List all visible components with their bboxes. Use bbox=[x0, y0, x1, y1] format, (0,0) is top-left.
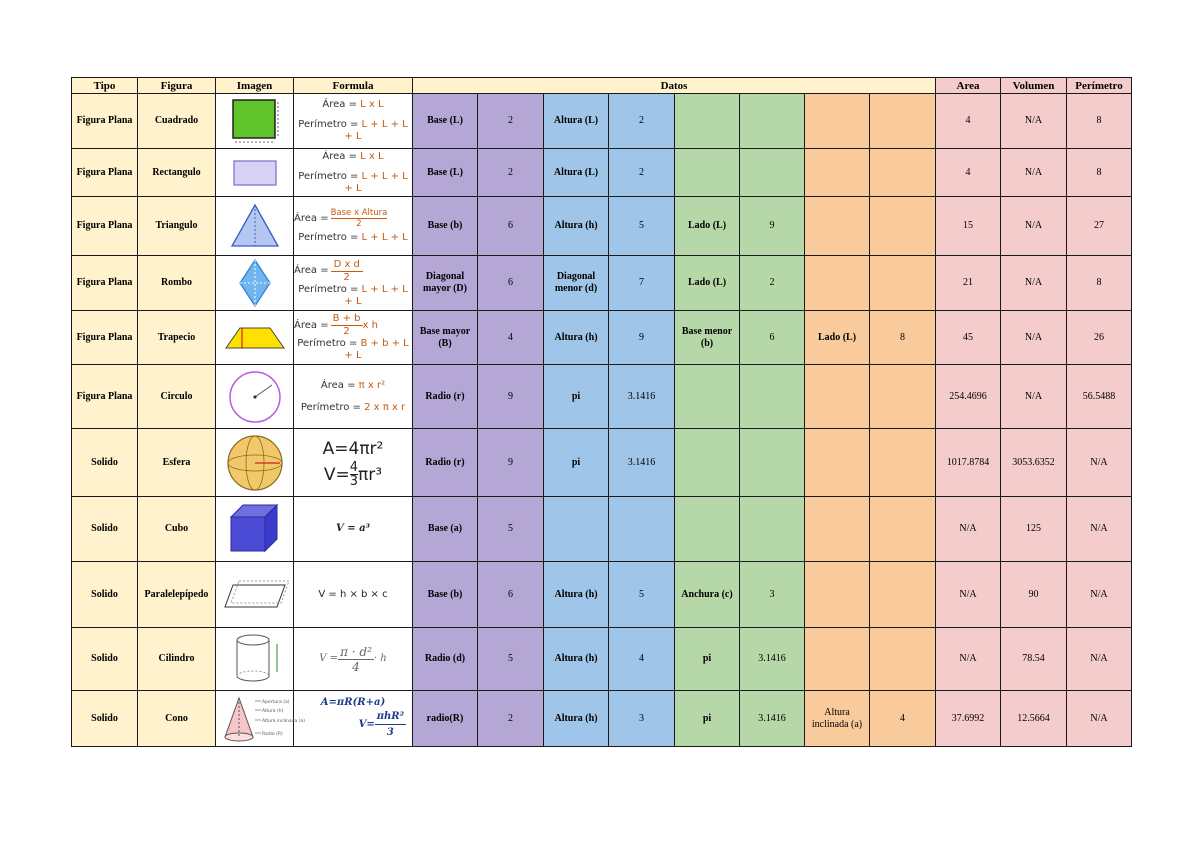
data-value: 9 bbox=[609, 311, 675, 365]
data-label: pi bbox=[544, 429, 609, 497]
parallelepiped-image bbox=[216, 562, 294, 628]
data-value: 2 bbox=[478, 691, 544, 747]
data-value: 9 bbox=[478, 365, 544, 429]
data-value: 9 bbox=[740, 197, 805, 256]
table-row bbox=[72, 628, 1197, 691]
data-label: Lado (L) bbox=[675, 197, 740, 256]
data-value: 5 bbox=[478, 497, 544, 562]
data-label bbox=[675, 94, 740, 149]
data-value: 2 bbox=[478, 149, 544, 197]
cell-area: 45 bbox=[936, 311, 1001, 365]
cell-area: 1017.8784 bbox=[936, 429, 1001, 497]
header-datos: Datos bbox=[413, 78, 936, 94]
cell-area: 4 bbox=[936, 149, 1001, 197]
cell-volumen: N/A bbox=[1001, 94, 1067, 149]
data-label: Altura (L) bbox=[544, 94, 609, 149]
cell-tipo: Solido bbox=[72, 562, 138, 628]
data-value: 8 bbox=[870, 311, 936, 365]
data-label bbox=[805, 497, 870, 562]
cell-perimetro: N/A bbox=[1067, 691, 1132, 747]
data-value bbox=[870, 197, 936, 256]
data-value: 5 bbox=[609, 197, 675, 256]
cell-tipo: Figura Plana bbox=[72, 149, 138, 197]
square-image bbox=[216, 94, 294, 149]
cell-volumen: 125 bbox=[1001, 497, 1067, 562]
cube-image bbox=[216, 497, 294, 562]
cell-figura: Cono bbox=[138, 691, 216, 747]
data-value: 6 bbox=[478, 197, 544, 256]
header-volumen: Volumen bbox=[1001, 78, 1067, 94]
cylinder-image bbox=[216, 628, 294, 691]
cell-perimetro: 8 bbox=[1067, 94, 1132, 149]
header-tipo: Tipo bbox=[72, 78, 138, 94]
header-formula: Formula bbox=[294, 78, 413, 94]
data-value bbox=[870, 256, 936, 311]
header-perimetro: Perímetro bbox=[1067, 78, 1132, 94]
data-value: 2 bbox=[609, 94, 675, 149]
table-row bbox=[72, 429, 1197, 497]
data-value: 4 bbox=[609, 628, 675, 691]
table-row bbox=[72, 497, 1197, 562]
cell-figura: Cuadrado bbox=[138, 94, 216, 149]
data-label: pi bbox=[675, 628, 740, 691]
data-label: Altura (L) bbox=[544, 149, 609, 197]
data-label: pi bbox=[544, 365, 609, 429]
formula-rectangulo: Área = L x L Perímetro = L + L + L + L bbox=[294, 149, 413, 197]
table-row bbox=[72, 149, 1197, 197]
data-label bbox=[805, 628, 870, 691]
data-value: 4 bbox=[870, 691, 936, 747]
cell-perimetro: 56.5488 bbox=[1067, 365, 1132, 429]
data-value bbox=[870, 628, 936, 691]
cell-tipo: Figura Plana bbox=[72, 365, 138, 429]
data-value: 2 bbox=[740, 256, 805, 311]
cell-volumen: 3053.6352 bbox=[1001, 429, 1067, 497]
table-row bbox=[72, 94, 1197, 149]
data-value: 3.1416 bbox=[609, 429, 675, 497]
formula-esfera: A=4πr² V= $\frac{4}{3}$ πr³ bbox=[294, 429, 413, 497]
data-label bbox=[675, 149, 740, 197]
data-label: Lado (L) bbox=[675, 256, 740, 311]
cell-figura: Cubo bbox=[138, 497, 216, 562]
data-value bbox=[870, 429, 936, 497]
header-row bbox=[72, 78, 1197, 94]
cell-tipo: Figura Plana bbox=[72, 256, 138, 311]
cell-volumen: 12.5664 bbox=[1001, 691, 1067, 747]
sphere-image bbox=[216, 429, 294, 497]
data-label bbox=[544, 497, 609, 562]
data-label: Altura (h) bbox=[544, 197, 609, 256]
data-label bbox=[805, 256, 870, 311]
data-label bbox=[805, 562, 870, 628]
data-value bbox=[870, 149, 936, 197]
data-label: Diagonal menor (d) bbox=[544, 256, 609, 311]
data-label: Altura (h) bbox=[544, 691, 609, 747]
data-label: Altura (h) bbox=[544, 311, 609, 365]
table-row bbox=[72, 562, 1197, 628]
table-row bbox=[72, 365, 1197, 429]
formula-triangulo: Área = Base x Altura 2 Perímetro = L + L + L bbox=[294, 197, 413, 256]
data-label bbox=[805, 429, 870, 497]
data-value: 5 bbox=[609, 562, 675, 628]
formula-paralelepipedo: V = h × b × c bbox=[294, 562, 413, 628]
data-label: Base (a) bbox=[413, 497, 478, 562]
cell-tipo: Solido bbox=[72, 497, 138, 562]
cone-apertura-label: Apertura (a) bbox=[261, 699, 289, 705]
data-label: Base (L) bbox=[413, 94, 478, 149]
cell-area: 21 bbox=[936, 256, 1001, 311]
rectangle-image bbox=[216, 149, 294, 197]
cell-perimetro: N/A bbox=[1067, 562, 1132, 628]
cell-perimetro: 8 bbox=[1067, 256, 1132, 311]
cell-volumen: N/A bbox=[1001, 256, 1067, 311]
data-value: 6 bbox=[478, 256, 544, 311]
cone-image bbox=[216, 691, 305, 747]
data-value bbox=[870, 365, 936, 429]
data-value bbox=[870, 497, 936, 562]
cell-perimetro: N/A bbox=[1067, 429, 1132, 497]
cell-tipo: Solido bbox=[72, 628, 138, 691]
table-row bbox=[72, 197, 1197, 256]
cell-figura: Trapecio bbox=[138, 311, 216, 365]
data-label bbox=[675, 497, 740, 562]
data-value: 5 bbox=[478, 628, 544, 691]
data-label: Altura (h) bbox=[544, 562, 609, 628]
formula-circulo: Área = π x r² Perímetro = 2 x π x r bbox=[294, 365, 413, 429]
data-label bbox=[675, 429, 740, 497]
data-label: Anchura (c) bbox=[675, 562, 740, 628]
formula-cubo: V = a³ bbox=[294, 497, 413, 562]
data-value: 9 bbox=[478, 429, 544, 497]
header-figura: Figura bbox=[138, 78, 216, 94]
triangle-image bbox=[216, 197, 294, 256]
table-row bbox=[72, 311, 1197, 365]
cell-volumen: N/A bbox=[1001, 149, 1067, 197]
data-value bbox=[740, 149, 805, 197]
trapezoid-image bbox=[216, 311, 294, 365]
data-label: Base (b) bbox=[413, 197, 478, 256]
formula-trapecio: Área = $\frac{B + b}{2}$ x h Perímetro = B + b + L + L bbox=[294, 311, 413, 365]
cell-perimetro: N/A bbox=[1067, 497, 1132, 562]
data-label: Diagonal mayor (D) bbox=[413, 256, 478, 311]
data-label bbox=[805, 94, 870, 149]
cell-tipo: Solido bbox=[72, 429, 138, 497]
cell-figura: Rectangulo bbox=[138, 149, 216, 197]
cell-area: N/A bbox=[936, 562, 1001, 628]
header-area: Area bbox=[936, 78, 1001, 94]
cell-figura: Circulo bbox=[138, 365, 216, 429]
cone-radio-label: Radio (R) bbox=[261, 731, 283, 737]
formula-cilindro: V = $\frac{\text{π · d²}}{4}$ · h bbox=[294, 628, 413, 691]
data-value: 2 bbox=[609, 149, 675, 197]
data-value bbox=[740, 429, 805, 497]
cell-figura: Cilindro bbox=[138, 628, 216, 691]
data-label: Base mayor (B) bbox=[413, 311, 478, 365]
table-row bbox=[72, 691, 1197, 747]
cell-volumen: N/A bbox=[1001, 311, 1067, 365]
data-value: 4 bbox=[478, 311, 544, 365]
cell-tipo: Figura Plana bbox=[72, 197, 138, 256]
cell-perimetro: 27 bbox=[1067, 197, 1132, 256]
data-value: 3 bbox=[609, 691, 675, 747]
cell-figura: Esfera bbox=[138, 429, 216, 497]
cell-volumen: 78.54 bbox=[1001, 628, 1067, 691]
data-label bbox=[805, 365, 870, 429]
cell-figura: Paralelepípedo bbox=[138, 562, 216, 628]
cell-area: 4 bbox=[936, 94, 1001, 149]
data-label bbox=[805, 197, 870, 256]
cell-perimetro: N/A bbox=[1067, 628, 1132, 691]
cell-tipo: Solido bbox=[72, 691, 138, 747]
cell-perimetro: 26 bbox=[1067, 311, 1132, 365]
data-label: Radio (r) bbox=[413, 429, 478, 497]
data-value bbox=[609, 497, 675, 562]
cell-volumen: N/A bbox=[1001, 365, 1067, 429]
data-value: 3 bbox=[740, 562, 805, 628]
data-label: Altura (h) bbox=[544, 628, 609, 691]
data-label: Radio (d) bbox=[413, 628, 478, 691]
data-label: Radio (r) bbox=[413, 365, 478, 429]
data-label bbox=[675, 365, 740, 429]
shapes-table bbox=[71, 77, 1197, 747]
cone-altura-inclinada-label: Altura inclinada (a) bbox=[261, 718, 305, 724]
cone-altura-label: Altura (h) bbox=[261, 708, 283, 714]
formula-cono: A=πR(R+a) V= πhR² 3 bbox=[294, 691, 413, 747]
data-value: 7 bbox=[609, 256, 675, 311]
cell-volumen: 90 bbox=[1001, 562, 1067, 628]
cell-area: 254.4696 bbox=[936, 365, 1001, 429]
data-value bbox=[740, 497, 805, 562]
cell-tipo: Figura Plana bbox=[72, 311, 138, 365]
data-label: Lado (L) bbox=[805, 311, 870, 365]
data-label bbox=[805, 149, 870, 197]
data-value bbox=[740, 365, 805, 429]
cell-volumen: N/A bbox=[1001, 197, 1067, 256]
data-label: Base (L) bbox=[413, 149, 478, 197]
table-row bbox=[72, 256, 1197, 311]
data-value: 6 bbox=[740, 311, 805, 365]
rhombus-image bbox=[216, 256, 294, 311]
data-value: 3.1416 bbox=[609, 365, 675, 429]
cell-perimetro: 8 bbox=[1067, 149, 1132, 197]
cell-area: N/A bbox=[936, 497, 1001, 562]
data-label: Base (b) bbox=[413, 562, 478, 628]
cell-area: 15 bbox=[936, 197, 1001, 256]
data-value: 6 bbox=[478, 562, 544, 628]
cell-area: N/A bbox=[936, 628, 1001, 691]
cell-tipo: Figura Plana bbox=[72, 94, 138, 149]
formula-rombo: Área = $\frac{\text{D x d}}{2}$ Perímetro = L + L + L + L bbox=[294, 256, 413, 311]
circle-image bbox=[216, 365, 294, 429]
data-value: 2 bbox=[478, 94, 544, 149]
cell-area: 37.6992 bbox=[936, 691, 1001, 747]
data-label: Altura inclinada (a) bbox=[805, 691, 870, 747]
data-value: 3.1416 bbox=[740, 628, 805, 691]
data-label: pi bbox=[675, 691, 740, 747]
formula-cuadrado: Área = L x L Perímetro = L + L + L + L bbox=[294, 94, 413, 149]
header-imagen: Imagen bbox=[216, 78, 294, 94]
cell-figura: Rombo bbox=[138, 256, 216, 311]
data-value: 3.1416 bbox=[740, 691, 805, 747]
cell-figura: Triangulo bbox=[138, 197, 216, 256]
data-value bbox=[870, 94, 936, 149]
data-label: Base menor (b) bbox=[675, 311, 740, 365]
data-value bbox=[740, 94, 805, 149]
data-value bbox=[870, 562, 936, 628]
data-label: radio(R) bbox=[413, 691, 478, 747]
